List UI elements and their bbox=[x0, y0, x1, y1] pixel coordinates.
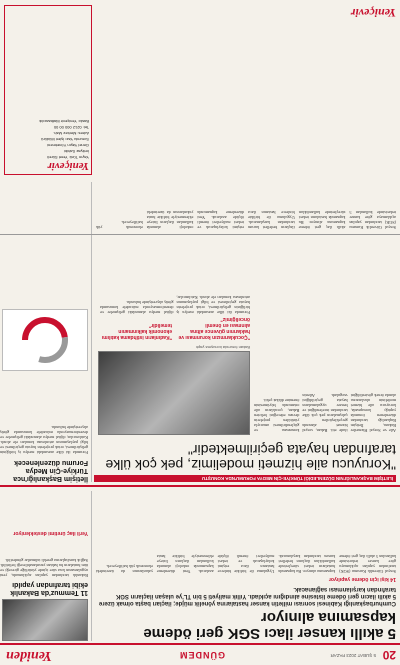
imprint-line-6: Tel: 0212 000 00 00 bbox=[53, 125, 89, 130]
right-column bbox=[0, 182, 92, 482]
imprint-line-1: Yayın Türü: Yerel Süreli bbox=[47, 155, 89, 160]
speaker-photo bbox=[98, 351, 250, 435]
top-story-body: Sosyal Güvenlik Kurumu (SGK) tarafından yapılan açıklamaya göre kanser tedavisinde kullanılan 5 akıllı ilaç geri ödeme kapsamına alınıyor. Bu kapsamda hastaların tedavi süreçlerinde kullandıkları ilaçların bedelleri kurum tarafından karşılanacak. Uygulama ile birlikte binlerce hastanın ilaca erişimi kolaylaşacak ve tedavi maliyetleri önemli ölçüde azalacak. Yeni düzenleme kapsamında onkoloji alanında kullanılan ilaçların listeye eklenmesiyle birlikte hasta yakınlarının da üzerindeki ekonomik yük hafifleyecek. bbox=[96, 554, 396, 574]
footer-brand: Yeniçevir bbox=[350, 6, 396, 20]
section-label: GÜNDEM bbox=[179, 650, 225, 660]
lower-body: Sosyal Güvenlik Kurumu (SGK) tarafından yapılan açıklamaya göre kanser tedavisinde kullanılan 5 akıllı ilaç geri ödeme kapsamına alınıyor. Bu kapsamda hastaların tedavi süreçlerinde kullandıkları ilaçların bedelleri kurum tarafından karşılanacak. Uygulama ile birlikte binlerce hastanın ilaca erişimi kolaylaşacak ve tedavi maliyetleri önemli ölçüde azalacak. Yeni düzenleme kapsamında onkoloji alanında kullanılan ilaçların listeye eklenmesiyle birlikte hasta yakınlarının da üzerindeki ekonomik yük hafifleyecek. bbox=[96, 210, 396, 230]
bottom-divider bbox=[0, 234, 400, 235]
side-story-headline: 11 Temmuz'da Bakanlık ekibi tarafından yapıldı bbox=[10, 581, 88, 596]
section-divider bbox=[0, 485, 400, 487]
brand-logo: Yeniden bbox=[6, 648, 52, 663]
imprint-box bbox=[4, 5, 92, 175]
main-story-body: Aile ve Sosyal Hizmetler Bakanı, İletişim Başkanlığı tarafından düzenlenen forumda yaptığı konuşmada, koruyucu aile hizmet modelinin uluslararası alanda örnek gösterildiğini ifade etti. Bakan, sosyal hizmet alanında gerçekleştirilen çalışmaların pek çok ülke tarafından incelendiğini ve benzer uygulamaların hayata geçirildiğini vurguladı. Ailenin korunması ve güçlendirilmesi amacıyla yürütülen projelerin devam edeceğini belirten Bakan, çocukların aile ortamında büyümesinin önemine dikkat çekti. bbox=[254, 393, 396, 433]
main-quote-headline: "Koruyucu aile hizmeti modelimiz, pek çok ülke tarafından hayata geçirilmektedir" bbox=[105, 442, 396, 473]
top-story bbox=[96, 521, 396, 641]
imprint-logo: Yeniçevir bbox=[47, 160, 89, 172]
forum-headline: İletişim Başkanlığı'nca Türkiye-Çin Medya Forumu düzenlenecek bbox=[13, 459, 88, 482]
infographic-graphic bbox=[3, 310, 87, 370]
forum-body: Forumda iki ülke arasındaki medya iş birliğinin geliştirilmesi, ortak projelerin hayata geçirilmesi ve bilgi paylaşımının artırılması konuları ele alındı. Katılımcılar, dijital medya alanındaki gelişmeler ve dezenformasyonla mücadele konusunda görüş alışverişinde bulundu. bbox=[0, 425, 88, 455]
date-label: 5 ŞUBAT 2023 PAZAR bbox=[330, 653, 376, 658]
imprint-line-4: Sorumlu Yazı İşleri Müdürü bbox=[41, 137, 89, 142]
masthead bbox=[0, 643, 400, 665]
side-story bbox=[0, 491, 92, 641]
side-story-subhead: Yerli ilaç üretimi destekleniyor bbox=[13, 530, 88, 536]
pull-quote-2: "Kadınların istihdama katılımı ekonomik kalkınmanın temelidir" bbox=[101, 322, 172, 340]
top-story-headline: 5 akıllı kanser ilacı SGK geri ödeme kapsamına alınıyor bbox=[143, 609, 396, 642]
side-story-photo bbox=[2, 599, 88, 641]
photo-caption: Bakan forumda konuşma yaptı bbox=[195, 345, 250, 350]
infographic bbox=[2, 309, 88, 371]
top-story-subhead: 14 kişi için ödeme yapılıyor bbox=[328, 576, 396, 582]
main-photo bbox=[100, 345, 250, 435]
imprint-line-5: Adres: Merkez Mah. bbox=[53, 131, 89, 136]
imprint-line-2: İmtiyaz Sahibi bbox=[64, 149, 89, 154]
imprint-line-7: Baskı: Yeniçevir Matbaacılık bbox=[39, 119, 89, 124]
main-kicker: İLETİŞİM BAŞKANLIĞI'NIN DÜZENLEDİĞİ TÜRKİYE-ÇİN MEDYA FORUMU'NDA KONUŞTU bbox=[94, 475, 396, 482]
page-number: 20 bbox=[382, 648, 396, 662]
pull-quote-1: "Çocuklarımızın korunması ve haklarının güvence altına alınması en önemli önceliğimiz" bbox=[178, 316, 250, 340]
imprint-line-3: Genel Yayın Yönetmeni bbox=[47, 143, 89, 148]
main-story-body-2: Forumda iki ülke arasındaki medya iş birliğinin geliştirilmesi, ortak projelerin hayata geçirilmesi ve bilgi paylaşımının artırılması konuları ele alındı. Katılımcılar, dijital medya alanındaki gelişmeler ve dezenformasyonla mücadele konusunda görüş alışverişinde bulundu. bbox=[100, 295, 250, 315]
top-story-deck: Cumhurbaşkanlığı Kabinesi sonrası milletin kanser hastalarına yönelik müjde; ilaçları başta olmak üzere 5 akıllı ilacın geri ödeme listesine alındığını açıkladı. Yıllık maliyeti 5 bin TL'ye ulaşan ilaçların SGK tarafından karşılanması sağlanacak. bbox=[98, 586, 396, 606]
side-story-body: Bakanlık tarafından yapılan açıklamada, yeni uygulamanın kısa süre içinde yürürlüğe gireceği ve tüm hastaların bu haktan yararlanabileceği belirtildi. Sağlık kuruluşlarına gerekli talimatlar gönderildi. bbox=[0, 558, 88, 578]
